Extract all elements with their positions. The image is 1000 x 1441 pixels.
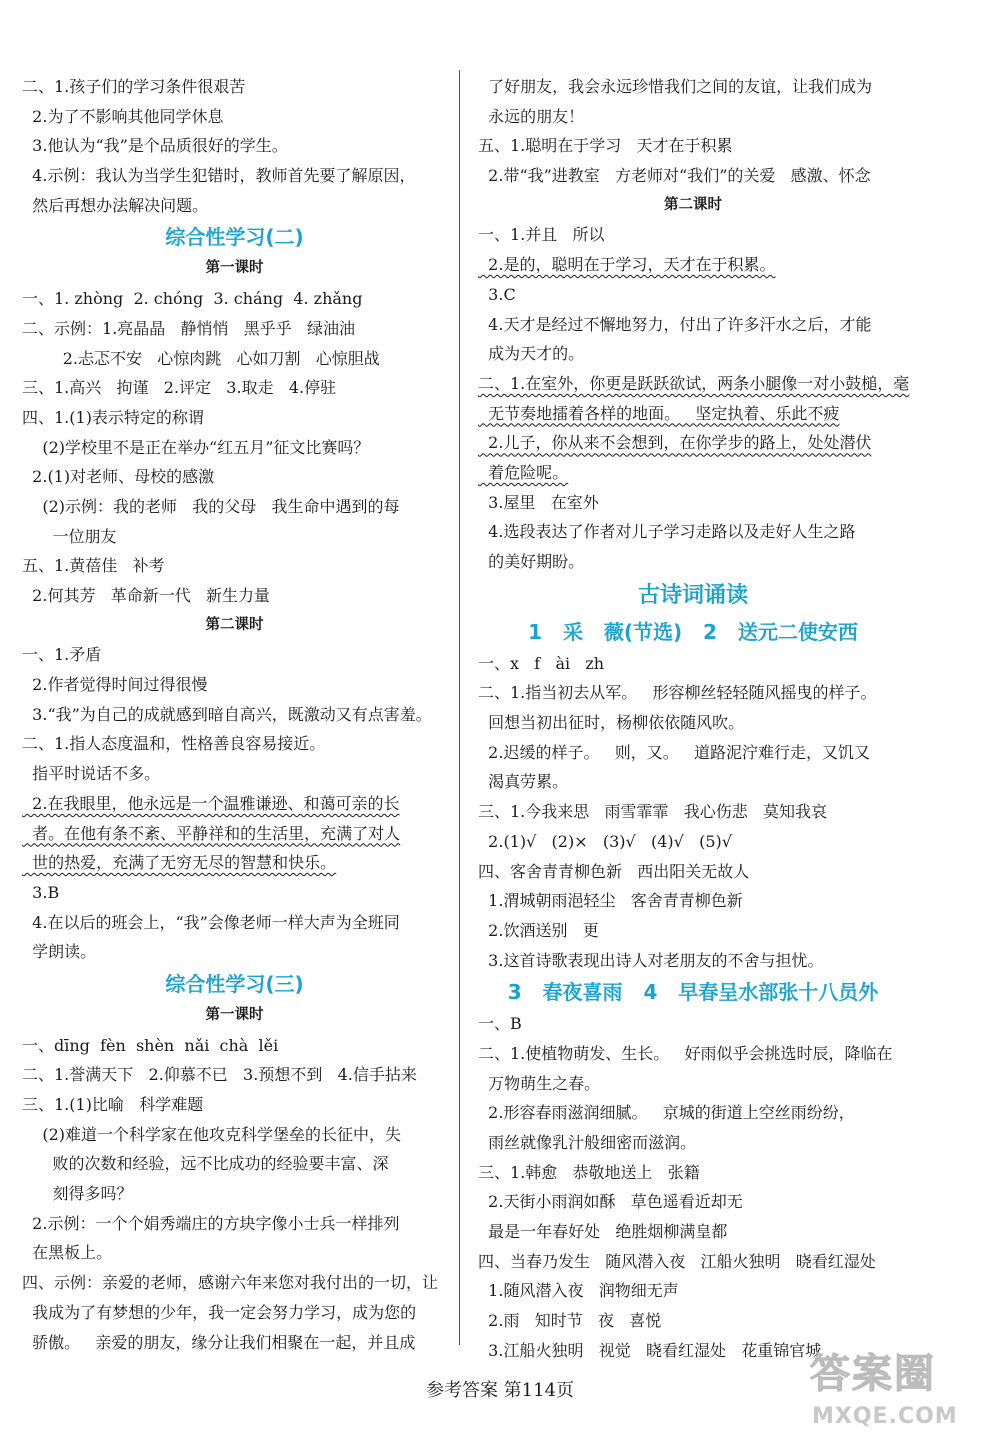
answer-text: 2.在我眼里，他永远是一个温雅谦逊、和蔼可亲的长 [22,793,400,813]
answer-line [22,1238,447,1268]
answer-line [22,1090,447,1120]
answer-line [22,102,447,132]
answer-line-underlined [22,848,447,878]
watermark [800,1342,990,1437]
answer-line [22,344,447,374]
answer-text: 3.“我”为自己的成就感到暗自高兴，既激动又有点害羞。 [22,704,432,724]
answer-text: 二、1.誉满天下 2.仰慕不已 3.预想不到 4.信手拈来 [22,1065,417,1085]
watermark-logo: 答案圈 [810,1351,936,1397]
answer-line [22,937,447,967]
lesson-heading-text: 第二课时 [205,616,264,633]
answer-line [22,462,447,492]
answer-text: 三、1.今我来思 雨雪霏霏 我心伤悲 莫知我哀 [478,802,828,822]
answer-text: 回想当初出征时，杨柳依依随风吹。 [478,713,745,733]
answer-line [22,1120,447,1150]
answer-text: 二、1.使植物萌发、生长。 好雨似乎会挑选时辰，降临在 [478,1043,893,1063]
answer-line [478,161,908,191]
answer-text: 的美好期盼。 [478,552,585,571]
answer-text: 四、示例：亲爱的老师，感谢六年来您对我付出的一切，让 [22,1273,439,1293]
answer-text: 无节奏地擂着各样的地面。 坚定执着、乐此不疲 [478,403,840,423]
answer-text: 3.屋里 在室外 [478,492,599,512]
answer-text: 2.是的，聪明在于学习，天才在于积累。 [478,255,776,275]
answer-text: 四、1.(1)表示特定的称谓 [22,407,204,427]
answer-line [22,551,447,581]
answer-text: 2.饮酒送别 更 [478,920,599,940]
answer-line [478,310,908,340]
answer-line [478,827,908,857]
answer-line [478,738,908,768]
answer-line [22,908,447,938]
answer-line-underlined [22,789,447,819]
answer-text: 学朗读。 [22,942,97,962]
answer-line [478,1247,908,1277]
answer-text: 了好朋友，我会永远珍惜我们之间的友谊，让我们成为 [478,77,873,96]
answer-text: 2.忐忑不安 心惊肉跳 心如刀割 心惊胆战 [22,348,380,368]
answer-line [478,1128,908,1158]
answer-line [478,1276,908,1306]
answer-line [478,280,908,310]
section-heading-text: 古诗词诵读 [637,582,748,608]
answer-line [478,102,908,132]
answer-line [22,759,447,789]
answer-text: 三、1.高兴 拘谨 2.评定 3.取走 4.停驻 [22,378,337,398]
answer-line-underlined [22,819,447,849]
answer-text: 一、1. zhòng 2. chóng 3. cháng 4. zhǎng [22,289,363,309]
answer-line [22,161,447,191]
lesson-heading-text: 第一课时 [205,260,264,277]
section-heading-text: 3 春夜喜雨 4 早春呈水部张十八员外 [507,980,879,1005]
answer-line [22,191,447,221]
answer-text: 2.(1)√ (2)× (3)√ (4)√ (5)√ [478,831,732,851]
answer-text: (2)学校里不是正在举办“红五月”征文比赛吗？ [22,437,370,457]
answer-text: 2.天街小雨润如酥 草色遥看近却无 [478,1192,743,1212]
answer-text: 3.C [478,284,516,304]
answer-line [22,522,447,552]
answer-line [478,946,908,976]
answer-line [22,1031,447,1061]
answer-text: (2)难道一个科学家在他攻克科学堡垒的长征中，失 [22,1124,402,1144]
answer-line [22,492,447,522]
column-divider [459,70,460,1345]
answer-text: 在黑板上。 [22,1243,113,1263]
answer-line-underlined [478,428,908,458]
answer-line [478,649,908,679]
answer-text: 1.渭城朝雨浥轻尘 客舍青青柳色新 [478,891,743,911]
answer-text: 一、dīng fèn shèn nǎi chà lěi [22,1035,279,1055]
section-heading-text: 综合性学习(三) [165,971,304,996]
answer-text: 我成为了有梦想的少年，我一定会努力学习，成为您的 [22,1302,417,1322]
answer-text: 着危险呢。 [478,462,569,482]
answer-text: 3.他认为“我”是个品质很好的学生。 [22,136,288,156]
answer-text: 二、1.指当初去从军。 形容柳丝轻轻随风摇曳的样子。 [478,683,877,703]
answer-line [22,1209,447,1239]
answer-line [478,1069,908,1099]
answer-line [478,1158,908,1188]
answer-line [22,729,447,759]
answer-line [22,581,447,611]
watermark-url: MXQE.COM [812,1404,958,1429]
answer-text: 永远的朋友！ [478,106,585,126]
answer-text: 2.带“我”进教室 方老师对“我们”的关爱 感激、怀念 [478,166,871,186]
answer-line [22,640,447,670]
answer-text: 2.儿子，你从来不会想到，在你学步的路上，处处潜伏 [478,433,872,453]
answer-line [22,72,447,102]
answer-text: 2.形容春雨滋润细腻。 京城的街道上空丝雨纷纷， [478,1103,855,1123]
answer-text: 二、1.孩子们的学习条件很艰苦 [22,77,246,96]
answer-text: 3.江船火独明 视觉 晓看红湿处 花重锦官城 [478,1340,822,1360]
answer-line [22,373,447,403]
answer-line [22,670,447,700]
answer-line [22,131,447,161]
answer-text: 2.作者觉得时间过得很慢 [22,675,208,695]
answer-text: 4.在以后的班会上，“我”会像老师一样大声为全班同 [22,912,400,932]
answer-text: 五、1.黄蓓佳 补考 [22,556,165,576]
section-heading [22,967,447,1001]
answer-text: 2.(1)对老师、母校的感激 [22,467,215,487]
answer-text: 2.何其芳 革命新一代 新生力量 [22,586,270,605]
answer-line [478,547,908,577]
answer-line [478,916,908,946]
answer-text: 成为天才的。 [478,344,585,364]
answer-line [478,131,908,161]
answer-text: 2.示例：一个个娟秀端庄的方块字像小士兵一样排列 [22,1213,400,1233]
lesson-heading [22,611,447,641]
answer-text: 五、1.聪明在于学习 天才在于积累 [478,136,733,156]
answer-text: 2.为了不影响其他同学休息 [22,106,224,126]
lesson-heading-text: 第二课时 [664,196,722,213]
answer-line [478,1217,908,1247]
answer-line [22,1328,447,1358]
section-heading [22,220,447,254]
answer-line [478,72,908,102]
answer-text: 一、1.矛盾 [22,645,102,665]
answer-line [22,1149,447,1179]
right-column [478,72,908,1366]
answer-text: 4.示例：我认为当学生犯错时，教师首先要了解原因， [22,166,416,186]
answer-text: 一、B [478,1014,522,1034]
answer-text: 1.随风潜入夜 润物细无声 [478,1281,679,1301]
answer-line [22,700,447,730]
answer-line-underlined [478,369,908,399]
answer-text: 2.雨 知时节 夜 喜悦 [478,1311,662,1331]
lesson-heading [22,254,447,284]
answer-line [22,403,447,433]
answer-line [22,314,447,344]
answer-line [22,1268,447,1298]
lesson-heading [22,1001,447,1031]
answer-line [478,708,908,738]
answer-line [22,1179,447,1209]
answer-line [478,1306,908,1336]
answer-line [478,1009,908,1039]
answer-line-underlined [478,250,908,280]
answer-text: 三、1.(1)比喻 科学难题 [22,1095,204,1114]
answer-line [478,767,908,797]
answer-text: 二、示例：1.亮晶晶 静悄悄 黑乎乎 绿油油 [22,318,356,338]
lesson-heading-text: 第一课时 [205,1006,264,1023]
answer-text: 然后再想办法解决问题。 [22,195,209,215]
answer-line [478,1187,908,1217]
answer-line [22,1298,447,1328]
section-heading [478,975,908,1009]
answer-text: (2)示例：我的老师 我的父母 我生命中遇到的每 [22,496,400,516]
answer-line [22,878,447,908]
lesson-heading [478,191,908,221]
answer-text: 三、1.韩愈 恭敬地送上 张籍 [478,1162,700,1182]
page-footer: 参考答案 第114页 [425,1380,575,1401]
answer-text: 一、1.并且 所以 [478,225,605,245]
answer-line [22,1060,447,1090]
answer-text: 四、客舍青青柳色新 西出阳关无故人 [478,861,750,881]
answer-line [478,678,908,708]
answer-line [478,857,908,887]
answer-text: 世的热爱，充满了无穷无尽的智慧和快乐。 [22,853,337,873]
section-heading-text: 1 采 薇(节选) 2 送元二使安西 [528,619,858,644]
answer-text: 者。在他有条不紊、平静祥和的生活里，充满了对人 [22,823,401,843]
answer-text: 渴真劳累。 [478,772,569,792]
answer-text: 指平时说话不多。 [22,764,161,784]
section-heading-text: 综合性学习(二) [165,225,304,250]
answer-text: 二、1.在室外，你更是跃跃欲试，两条小腿像一对小鼓槌，毫 [478,373,910,393]
answer-line [478,517,908,547]
answer-text: 4.选段表达了作者对儿子学习走路以及走好人生之路 [478,522,856,542]
answer-text: 3.这首诗歌表现出诗人对老朋友的不舍与担忧。 [478,950,824,970]
answer-line-underlined [478,399,908,429]
answer-text: 四、当春乃发生 随风潜入夜 江船火独明 晓看红湿处 [478,1251,876,1271]
answer-text: 刻得多吗？ [22,1184,133,1204]
answer-line [478,220,908,250]
answer-line [478,488,908,518]
answer-line [22,284,447,314]
section-heading [478,615,908,649]
answer-text: 败的次数和经验，远不比成功的经验要丰富、深 [22,1154,389,1174]
answer-text: 二、1.指人态度温和，性格善良容易接近。 [22,734,326,754]
answer-text: 骄傲。 亲爱的朋友，缘分让我们相聚在一起，并且成 [22,1332,416,1352]
answer-text: 万物萌生之春。 [478,1073,601,1093]
answer-text: 最是一年春好处 绝胜烟柳满皇都 [478,1222,728,1242]
answer-line [22,433,447,463]
answer-text: 雨丝就像乳汁般细密而滋润。 [478,1133,697,1152]
answer-line [478,1098,908,1128]
left-column [22,72,447,1357]
answer-line [478,1039,908,1069]
answer-line-underlined [478,458,908,488]
answer-text: 4.天才是经过不懈地努力，付出了许多汗水之后，才能 [478,314,872,334]
answer-text: 一、x f ài zh [478,653,605,673]
answer-line [478,797,908,827]
answer-text: 3.B [22,882,60,902]
answer-text: 2.迟缓的样子。 则，又。 道路泥泞难行走，又饥又 [478,742,870,762]
section-heading [478,577,908,615]
answer-line [478,886,908,916]
answer-text: 一位朋友 [22,526,117,546]
answer-line [478,339,908,369]
